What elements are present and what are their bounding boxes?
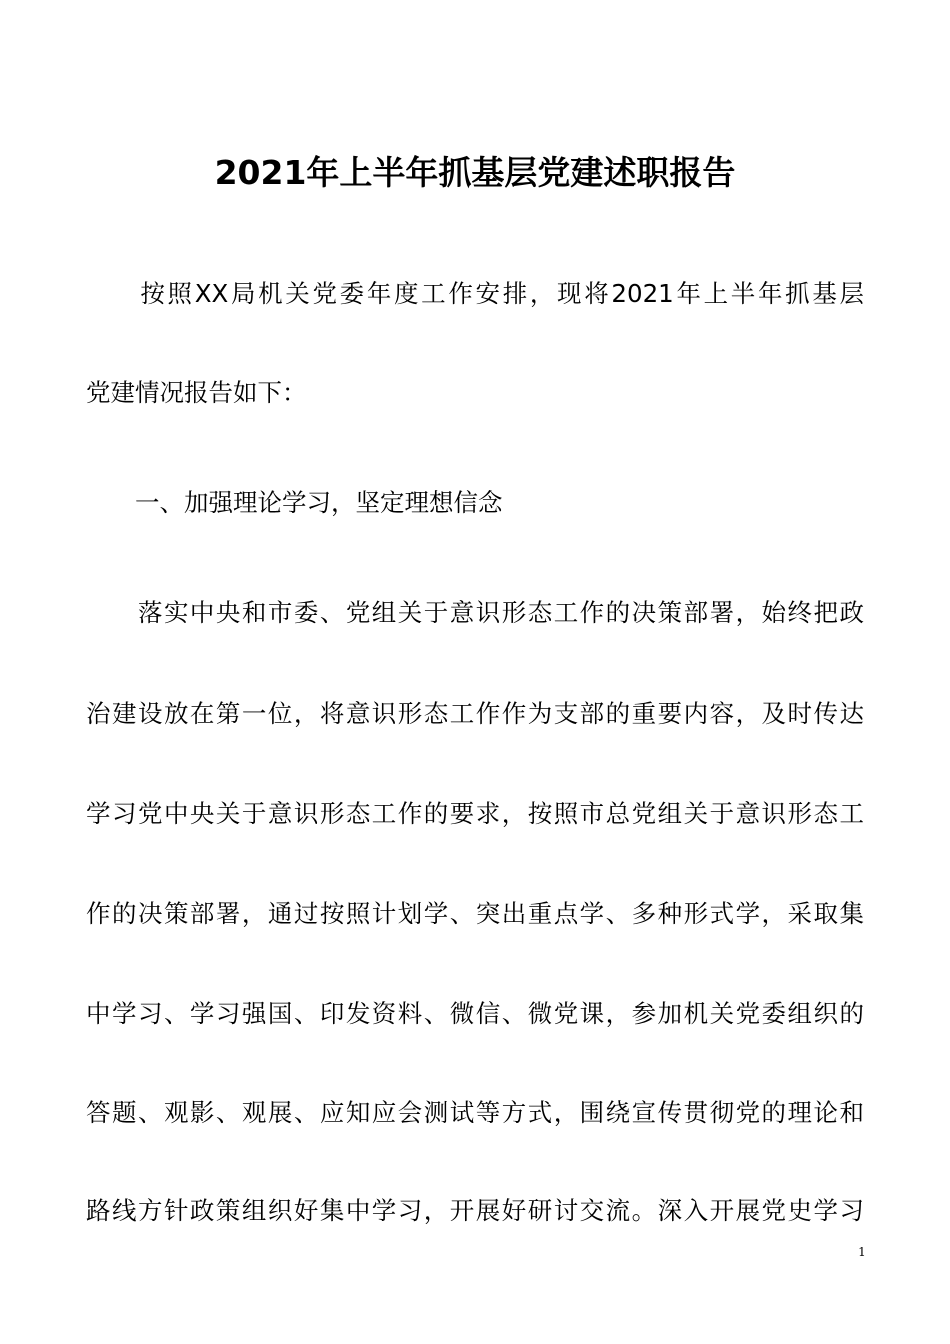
paragraph-line: 治建设放在第一位，将意识形态工作作为支部的重要内容，及时传达	[86, 699, 864, 728]
document-title: 2021年上半年抓基层党建述职报告	[214, 153, 736, 192]
paragraph-line: 学习党中央关于意识形态工作的要求，按照市总党组关于意识形态工	[86, 799, 864, 828]
section-heading: 一、加强理论学习，坚定理想信念	[86, 488, 503, 517]
paragraph-line: 路线方针政策组织好集中学习，开展好研讨交流。深入开展党史学习	[86, 1196, 864, 1225]
paragraph-line: 落实中央和市委、党组关于意识形态工作的决策部署，始终把政	[86, 598, 864, 627]
paragraph-line: 作的决策部署，通过按照计划学、突出重点学、多种形式学，采取集	[86, 899, 864, 928]
paragraph-line: 中学习、学习强国、印发资料、微信、微党课，参加机关党委组织的	[86, 999, 864, 1028]
page-number: 1	[858, 1245, 866, 1259]
paragraph-line: 按照XX局机关党委年度工作安排，现将2021年上半年抓基层	[86, 279, 864, 308]
paragraph-line: 党建情况报告如下：	[86, 378, 307, 407]
paragraph-line: 答题、观影、观展、应知应会测试等方式，围绕宣传贯彻党的理论和	[86, 1098, 864, 1127]
